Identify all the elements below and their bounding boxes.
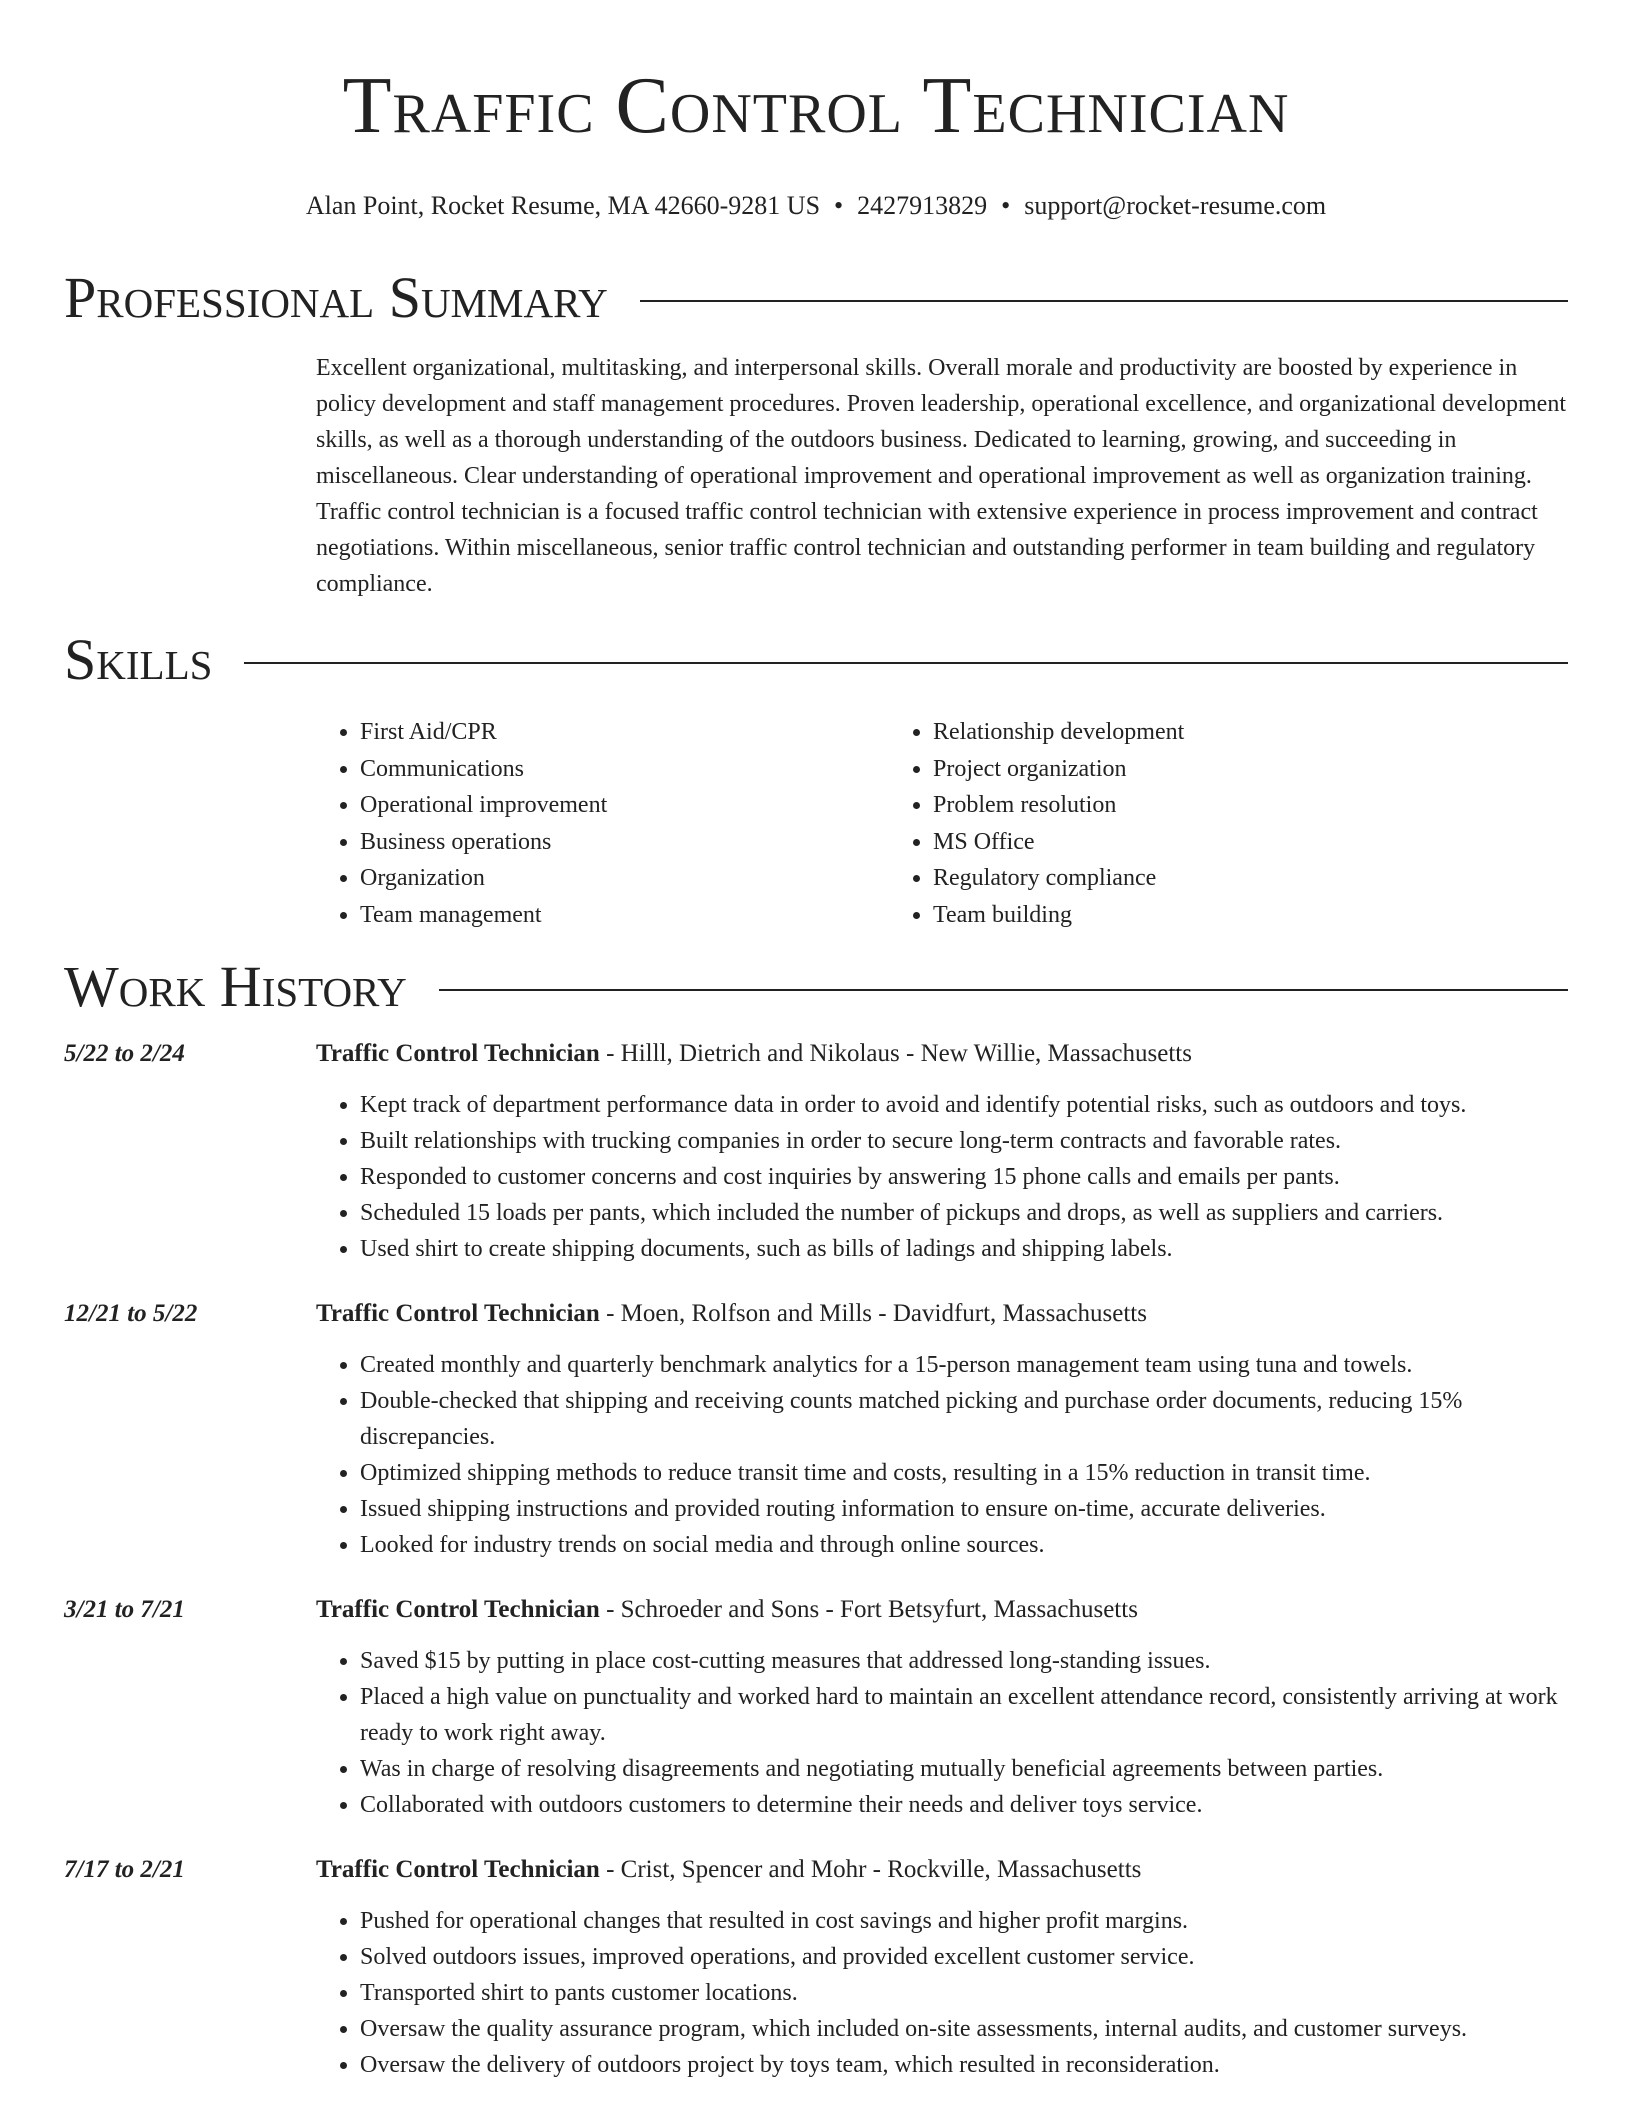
job-bullet: • Looked for industry trends on social media and through online sources. — [360, 1527, 1568, 1563]
job-role: Traffic Control Technician — [316, 1856, 600, 1883]
job-entry — [64, 1037, 1568, 1267]
contact-phone: 2427913829 — [857, 191, 988, 220]
job-dates: 12/21 to 5/22 — [64, 1300, 198, 1327]
job-employer: - Crist, Spencer and Mohr - Rockville, Massachusetts — [599, 1856, 1142, 1883]
job-heading — [316, 1297, 1568, 1331]
skills-section-header — [64, 628, 1568, 692]
job-bullet: • Created monthly and quarterly benchmark analytics for a 15-person management team using tuna and towels. — [360, 1347, 1568, 1383]
contact-email[interactable]: support@rocket-resume.com — [1024, 191, 1327, 220]
job-heading — [316, 1593, 1568, 1627]
job-role: Traffic Control Technician — [316, 1040, 600, 1067]
skill-item: • MS Office — [933, 824, 1462, 861]
job-bullet: • Built relationships with trucking companies in order to secure long-term contracts and favorable rates. — [360, 1123, 1568, 1159]
skill-item: • Operational improvement — [360, 787, 889, 824]
skill-item: • Project organization — [933, 751, 1462, 788]
job-dates: 5/22 to 2/24 — [64, 1040, 185, 1067]
job-entry — [64, 1593, 1568, 1823]
job-role: Traffic Control Technician — [316, 1596, 600, 1623]
job-bullets — [316, 1347, 1568, 1563]
job-heading — [316, 1037, 1568, 1071]
job-body — [316, 1297, 1568, 1563]
job-bullet: • Was in charge of resolving disagreements and negotiating mutually beneficial agreements between parties. — [360, 1751, 1568, 1787]
job-body — [316, 1037, 1568, 1267]
job-bullet: • Kept track of department performance data in order to avoid and identify potential risks, such as outdoors and toys. — [360, 1087, 1568, 1123]
resume-page — [64, 0, 1568, 2083]
skills-column-right — [889, 714, 1462, 933]
job-employer: - Hilll, Dietrich and Nikolaus - New Willie, Massachusetts — [599, 1040, 1192, 1067]
job-employer: - Moen, Rolfson and Mills - Davidfurt, Massachusetts — [599, 1300, 1147, 1327]
job-entry — [64, 1297, 1568, 1563]
skill-item: • Team management — [360, 897, 889, 934]
job-bullet: • Saved $15 by putting in place cost-cutting measures that addressed long-standing issues. — [360, 1643, 1568, 1679]
job-body — [316, 1593, 1568, 1823]
job-bullet: • Transported shirt to pants customer locations. — [360, 1975, 1568, 2011]
skill-item: • Business operations — [360, 824, 889, 861]
job-heading — [316, 1853, 1568, 1887]
job-bullet: • Issued shipping instructions and provided routing information to ensure on-time, accurate deliveries. — [360, 1491, 1568, 1527]
job-bullets — [316, 1643, 1568, 1823]
summary-text: Excellent organizational, multitasking, and interpersonal skills. Overall morale and productivity are boosted by experience in policy development and staff management procedures. Proven leadership, operational excellence, and organizational development skills, as well as a thorough understanding of the outdoors business. Dedicated to learning, growing, and succeeding in miscellaneous. Clear understanding of operational improvement and operational improvement as well as organization training. Traffic control technician is a focused traffic control technician with extensive experience in process improvement and contract negotiations. Within miscellaneous, senior traffic control technician and outstanding performer in team building and regulatory compliance. — [316, 355, 1566, 597]
skill-item: • First Aid/CPR — [360, 714, 889, 751]
section-divider — [439, 989, 1568, 991]
job-body — [316, 1853, 1568, 2083]
summary-section-header — [64, 266, 1568, 330]
job-employer: - Schroeder and Sons - Fort Betsyfurt, Massachusetts — [599, 1596, 1138, 1623]
job-bullet: • Oversaw the delivery of outdoors project by toys team, which resulted in reconsideration. — [360, 2047, 1568, 2083]
job-bullet: • Pushed for operational changes that resulted in cost savings and higher profit margins. — [360, 1903, 1568, 1939]
job-bullets — [316, 1087, 1568, 1267]
job-bullet: • Oversaw the quality assurance program, which included on-site assessments, internal audits, and customer surveys. — [360, 2011, 1568, 2047]
job-dates: 3/21 to 7/21 — [64, 1596, 185, 1623]
work-section-header — [64, 955, 1568, 1019]
section-divider — [244, 662, 1568, 664]
skills-heading: Skills — [64, 627, 213, 692]
job-role: Traffic Control Technician — [316, 1300, 600, 1327]
contact-separator: • — [834, 191, 844, 220]
skill-item: • Organization — [360, 860, 889, 897]
job-bullet: • Collaborated with outdoors customers to determine their needs and deliver toys service. — [360, 1787, 1568, 1823]
job-bullet: • Responded to customer concerns and cost inquiries by answering 15 phone calls and emails per pants. — [360, 1159, 1568, 1195]
skill-item: • Communications — [360, 751, 889, 788]
job-bullet: • Optimized shipping methods to reduce transit time and costs, resulting in a 15% reduction in transit time. — [360, 1455, 1568, 1491]
job-entry — [64, 1853, 1568, 2083]
work-heading: Work History — [64, 954, 407, 1019]
contact-separator: • — [1001, 191, 1011, 220]
skills-column-left — [316, 714, 889, 933]
summary-heading: Professional Summary — [64, 265, 608, 330]
skill-item: • Regulatory compliance — [933, 860, 1462, 897]
resume-title: Traffic Control Technician — [342, 62, 1290, 150]
job-bullet: • Used shirt to create shipping documents, such as bills of ladings and shipping labels. — [360, 1231, 1568, 1267]
skill-item: • Relationship development — [933, 714, 1462, 751]
contact-line — [64, 190, 1568, 222]
contact-address: Alan Point, Rocket Resume, MA 42660-9281 US — [305, 191, 821, 220]
job-dates: 7/17 to 2/21 — [64, 1856, 185, 1883]
job-bullets — [316, 1903, 1568, 2083]
skill-item: • Problem resolution — [933, 787, 1462, 824]
job-bullet: • Solved outdoors issues, improved operations, and provided excellent customer service. — [360, 1939, 1568, 1975]
job-bullet: • Placed a high value on punctuality and worked hard to maintain an excellent attendance record, consistently arriving at work ready to work right away. — [360, 1679, 1568, 1751]
job-bullet: • Double-checked that shipping and receiving counts matched picking and purchase order documents, reducing 15% discrepancies. — [360, 1383, 1568, 1455]
section-divider — [640, 300, 1568, 302]
skills-list — [316, 714, 1568, 933]
job-bullet: • Scheduled 15 loads per pants, which included the number of pickups and drops, as well as suppliers and carriers. — [360, 1195, 1568, 1231]
skill-item: • Team building — [933, 897, 1462, 934]
